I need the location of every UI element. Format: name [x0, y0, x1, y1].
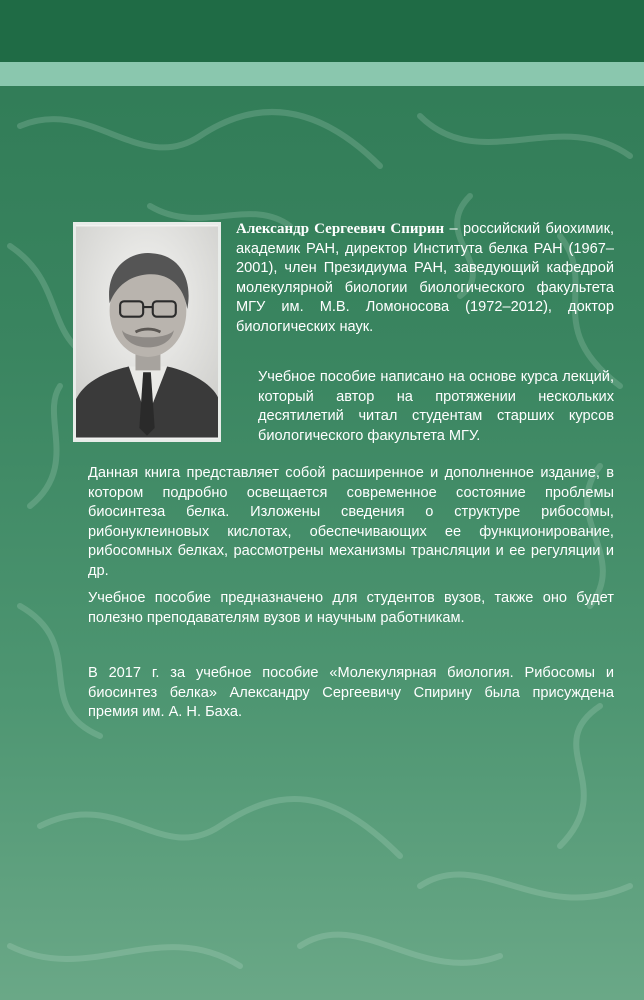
- paragraph-edition: Данная книга представляет собой расширенное и дополненное издание, в котором подробно освещается современное состояние проблемы биосинтеза белка. Изложены сведения о структуре рибосомы, рибонуклеиновых кислотах, обеспечивающих ее функционирование, рибосомных белках, рассмотрены механизмы трансляции и ее регуляции и др.: [88, 465, 614, 579]
- author-name: Александр Сергеевич Спирин: [236, 221, 445, 237]
- top-light-stripe: [0, 62, 644, 86]
- top-color-band: [0, 0, 644, 62]
- author-bio-text: – российский биохимик, академик РАН, директор Института белка РАН (1967–2001), член Президиума РАН, заведующий кафедрой молекулярной биологии биологического факультета МГУ им. М.В. Ломоносова (1972–2012), доктор биологических наук.: [236, 221, 615, 335]
- author-bio: [236, 220, 614, 338]
- paragraph-audience: Учебное пособие предназначено для студентов вузов, также оно будет полезно преподавателям вузов и научным работникам.: [88, 590, 614, 626]
- author-portrait: [73, 222, 221, 442]
- author-portrait-image: [76, 225, 218, 439]
- paragraph-award: В 2017 г. за учебное пособие «Молекулярная биология. Рибосомы и биосинтез белка» Александру Сергеевичу Спирину была присуждена премия им. А. Н. Баха.: [88, 665, 614, 721]
- paragraph-course: Учебное пособие написано на основе курса лекций, который автор на протяжении нескольких десятилетий читал студентам старших курсов биологического факультета МГУ.: [258, 369, 614, 444]
